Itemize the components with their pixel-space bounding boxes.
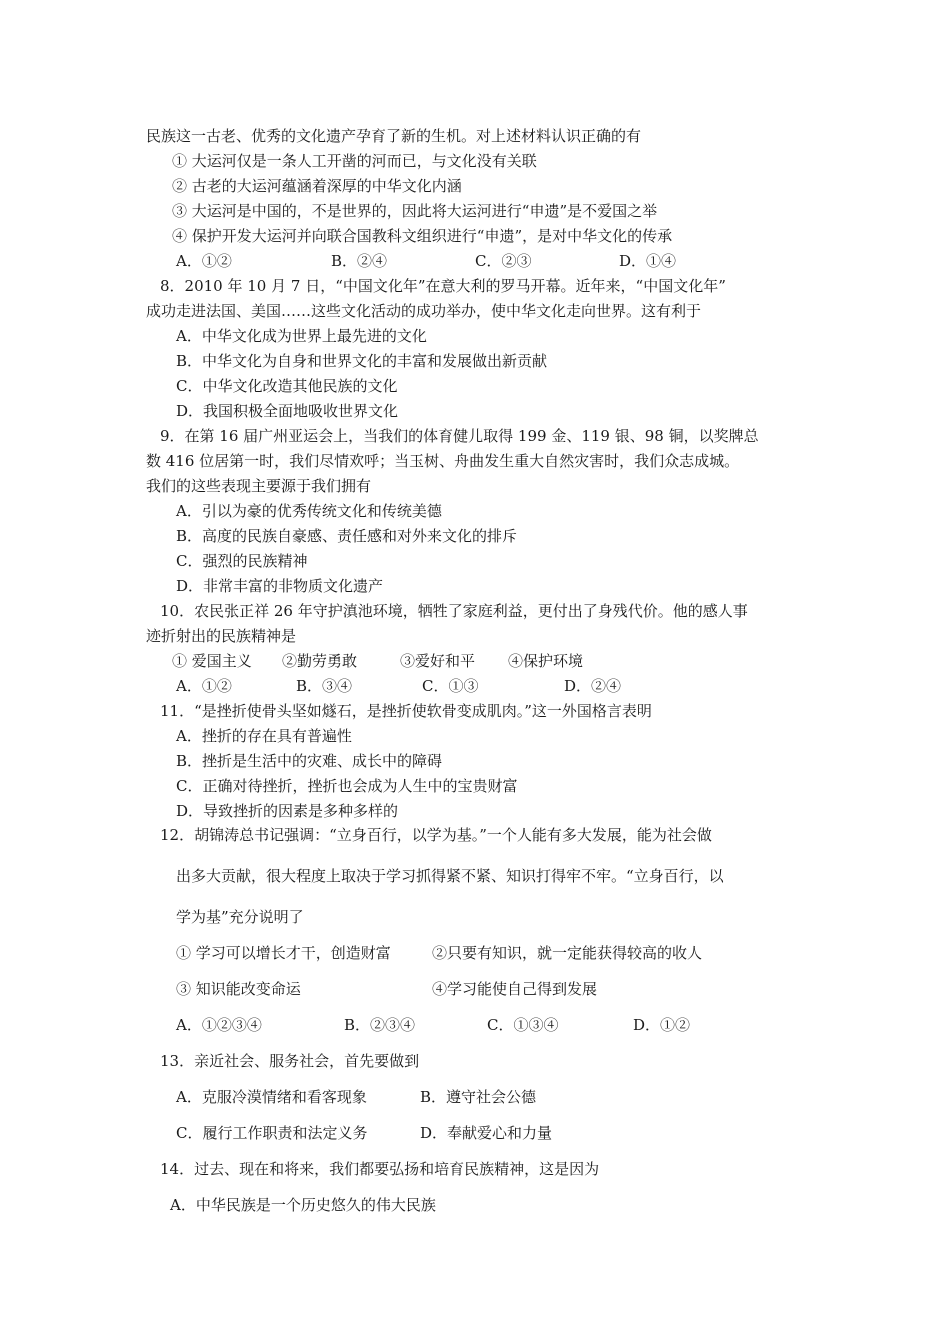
q8-option-c: C．中华文化改造其他民族的文化 xyxy=(176,377,398,395)
q8-option-b: B．中华文化为自身和世界文化的丰富和发展做出新贡献 xyxy=(176,352,548,370)
q12-option-c: C．①③④ xyxy=(487,1016,559,1034)
q13-option-b: B．遵守社会公德 xyxy=(420,1088,537,1106)
q13-stem: 13．亲近社会、服务社会，首先要做到 xyxy=(160,1052,420,1070)
q11-option-b: B．挫折是生活中的灾难、成长中的障碍 xyxy=(176,752,443,770)
q10-options xyxy=(176,676,621,696)
q8-option-d: D．我国积极全面地吸收世界文化 xyxy=(176,402,399,420)
q13-option-a: A．克服冷漠情绪和看客现象 xyxy=(176,1088,367,1106)
q12-item-2: ②只要有知识，就一定能获得较高的收人 xyxy=(432,944,703,962)
q7-options xyxy=(176,251,676,271)
q12-options xyxy=(176,1015,690,1035)
q10-item-4: ④保护环境 xyxy=(508,652,584,670)
q7-option-d: D．①④ xyxy=(619,252,677,270)
q12-items-row-2 xyxy=(176,979,597,999)
q12-stem-line-2: 出多大贡献，很大程度上取决于学习抓得紧不紧、知识打得牢不牢。“立身百行，以 xyxy=(176,867,724,885)
q10-option-d: D．②④ xyxy=(564,677,622,695)
q11-option-d: D．导致挫折的因素是多种多样的 xyxy=(176,802,399,820)
q10-stem-line-1: 10．农民张正祥 26 年守护滇池环境，牺牲了家庭利益，更付出了身残代价。他的感人事 xyxy=(160,602,748,620)
q12-stem-line-1: 12．胡锦涛总书记强调：“立身百行，以学为基。”一个人能有多大发展，能为社会做 xyxy=(160,826,712,844)
q7-item-3: ③ 大运河是中国的，不是世界的，因此将大运河进行“申遗”是不爱国之举 xyxy=(172,202,658,220)
q14-option-a: A．中华民族是一个历史悠久的伟大民族 xyxy=(170,1196,436,1214)
q11-option-c: C．正确对待挫折，挫折也会成为人生中的宝贵财富 xyxy=(176,777,518,795)
q10-stem-line-2: 迹折射出的民族精神是 xyxy=(146,627,297,645)
q13-option-c: C．履行工作职责和法定义务 xyxy=(176,1124,368,1142)
q14-stem: 14．过去、现在和将来，我们都要弘扬和培育民族精神，这是因为 xyxy=(160,1160,600,1178)
q10-item-3: ③爱好和平 xyxy=(400,652,476,670)
q9-option-d: D．非常丰富的非物质文化遗产 xyxy=(176,577,384,595)
q12-item-1: ① 学习可以增长才干，创造财富 xyxy=(176,944,391,962)
q12-item-3: ③ 知识能改变命运 xyxy=(176,980,301,998)
q12-items-row-1 xyxy=(176,943,702,963)
q7-option-c: C．②③ xyxy=(475,252,532,270)
q11-stem: 11．“是挫折使骨头坚如燧石，是挫折使软骨变成肌肉。”这一外国格言表明 xyxy=(160,702,652,720)
q8-stem-line-1: 8．2010 年 10 月 7 日，“中国文化年”在意大利的罗马开幕。近年来，“中国文化年” xyxy=(160,277,726,295)
q12-option-d: D．①② xyxy=(633,1016,691,1034)
q13-option-d: D．奉献爱心和力量 xyxy=(420,1124,553,1142)
q7-item-2: ② 古老的大运河蕴涵着深厚的中华文化内涵 xyxy=(172,177,462,195)
q9-stem-line-2: 数 416 位居第一时，我们尽情欢呼；当玉树、舟曲发生重大自然灾害时，我们众志成城。 xyxy=(146,452,740,470)
q7-item-4: ④ 保护开发大运河并向联合国教科文组织进行“申遗”，是对中华文化的传承 xyxy=(172,227,673,245)
q12-option-b: B．②③④ xyxy=(344,1016,416,1034)
q13-options-row-1 xyxy=(176,1087,536,1107)
q10-option-c: C．①③ xyxy=(422,677,479,695)
q7-option-b: B．②④ xyxy=(331,252,388,270)
q10-option-b: B．③④ xyxy=(296,677,353,695)
q8-stem-line-2: 成功走进法国、美国……这些文化活动的成功举办，使中华文化走向世界。这有利于 xyxy=(146,302,702,320)
q10-items xyxy=(172,651,583,671)
q9-option-c: C．强烈的民族精神 xyxy=(176,552,308,570)
q10-item-2: ②勤劳勇敢 xyxy=(282,652,358,670)
q10-item-1: ① 爱国主义 xyxy=(172,652,252,670)
q10-option-a: A．①② xyxy=(176,677,232,695)
q9-stem-line-3: 我们的这些表现主要源于我们拥有 xyxy=(146,477,372,495)
q9-option-b: B．高度的民族自豪感、责任感和对外来文化的排斥 xyxy=(176,527,518,545)
q12-option-a: A．①②③④ xyxy=(176,1016,262,1034)
q9-stem-line-1: 9．在第 16 届广州亚运会上，当我们的体育健儿取得 199 金、119 银、98 铜，以奖牌总 xyxy=(160,427,759,445)
q9-option-a: A．引以为豪的优秀传统文化和传统美德 xyxy=(176,502,442,520)
q12-stem-line-3: 学为基”充分说明了 xyxy=(176,908,304,926)
q7-stem-line: 民族这一古老、优秀的文化遗产孕育了新的生机。对上述材料认识正确的有 xyxy=(146,127,642,145)
q7-item-1: ① 大运河仅是一条人工开凿的河而已，与文化没有关联 xyxy=(172,152,537,170)
q7-option-a: A．①② xyxy=(176,252,232,270)
q13-options-row-2 xyxy=(176,1123,552,1143)
q12-item-4: ④学习能使自己得到发展 xyxy=(432,980,598,998)
q11-option-a: A．挫折的存在具有普遍性 xyxy=(176,727,352,745)
q8-option-a: A．中华文化成为世界上最先进的文化 xyxy=(176,327,427,345)
